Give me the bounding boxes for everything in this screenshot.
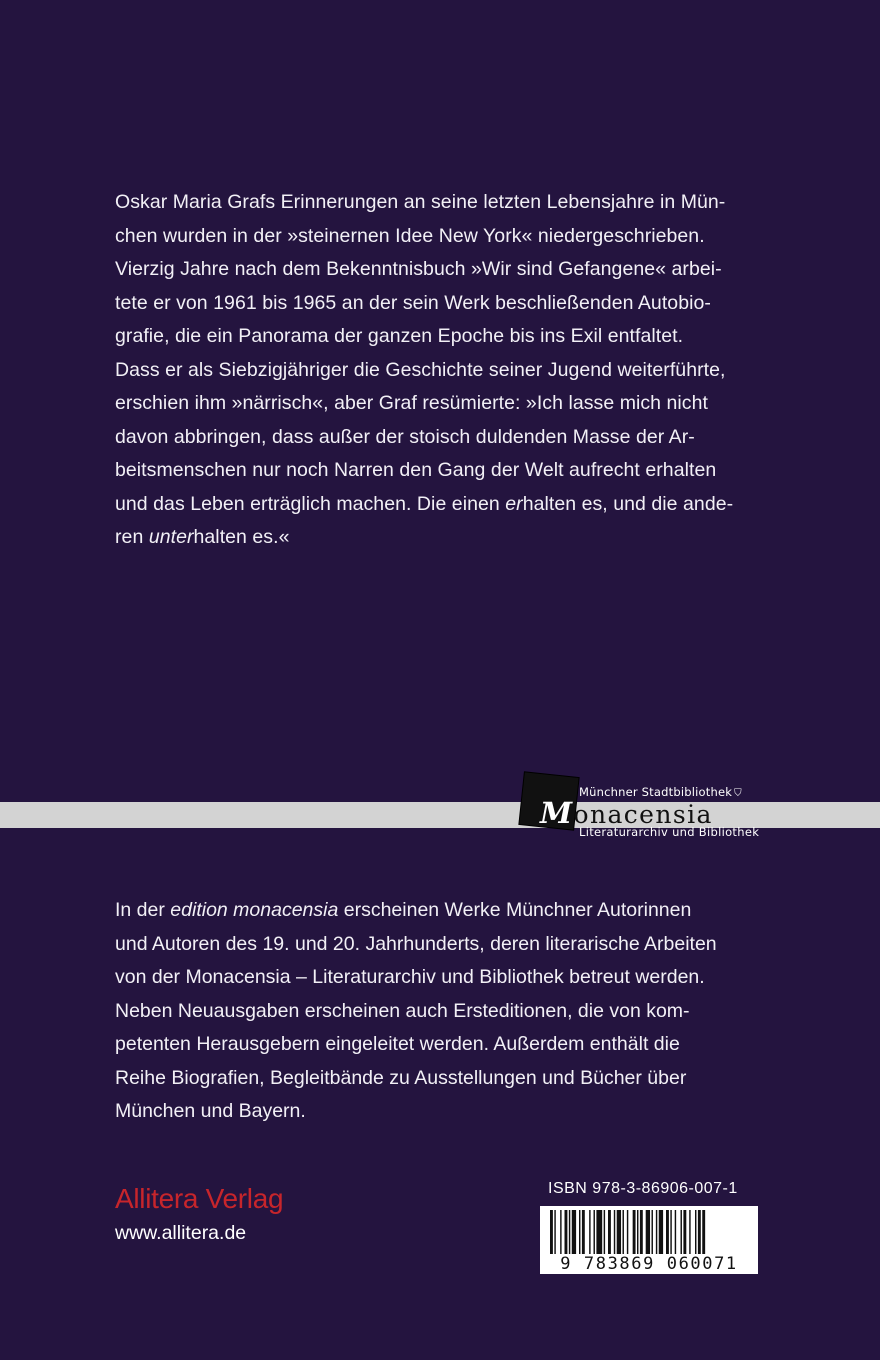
blurb-text: ren <box>115 526 149 548</box>
blurb-text: und das Leben erträglich machen. Die einen <box>115 492 506 515</box>
barcode-bar <box>560 1210 561 1254</box>
barcode-bars <box>540 1206 758 1254</box>
barcode-bar <box>670 1210 671 1254</box>
logo-subtitle: Literaturarchiv und Bibliothek <box>579 825 760 839</box>
series-text: In der <box>115 899 171 921</box>
barcode-bar <box>623 1210 624 1254</box>
barcode-bar <box>646 1210 650 1254</box>
series-line <box>115 894 757 928</box>
crest-icon: ⛉ <box>734 788 742 799</box>
blurb-text: halten es, und die ande- <box>522 492 734 515</box>
barcode-bar <box>604 1210 605 1254</box>
barcode-bar <box>637 1210 638 1254</box>
blurb-emphasis: unter <box>148 526 194 548</box>
publisher-url: www.allitera.de <box>115 1222 247 1244</box>
barcode-bar <box>550 1210 553 1254</box>
series-text: erscheinen Werke Münchner Autorinnen <box>338 899 692 921</box>
barcode-bar <box>659 1210 663 1254</box>
barcode-bar <box>633 1210 636 1254</box>
blurb-line: chen wurden in der »steinernen Idee New York« niedergeschrieben. <box>115 224 705 247</box>
blurb-emphasis: er <box>505 492 523 515</box>
barcode-bar <box>683 1210 686 1254</box>
barcode-bar <box>565 1210 568 1254</box>
logo-top-text: Münchner Stadtbibliothek <box>579 785 733 799</box>
logo-initial: M <box>540 796 574 830</box>
blurb-line: Vierzig Jahre nach dem Bekenntnisbuch »Wir sind Gefangene« arbei- <box>115 258 722 280</box>
series-emphasis: edition monacensia <box>170 899 339 921</box>
series-line: und Autoren des 19. und 20. Jahrhunderts, deren literarische Arbeiten <box>115 932 717 955</box>
back-cover-blurb <box>115 186 757 555</box>
barcode-bar <box>569 1210 570 1254</box>
series-line: Reihe Biografien, Begleitbände zu Ausstellungen und Bücher über <box>115 1066 687 1089</box>
barcode-bar <box>698 1210 701 1254</box>
barcode-bar <box>614 1210 615 1254</box>
barcode-bar <box>640 1210 643 1254</box>
barcode-bar <box>666 1210 669 1254</box>
barcode-bar <box>695 1210 696 1254</box>
barcode-bar <box>652 1210 653 1254</box>
barcode-bar <box>656 1210 657 1254</box>
barcode-bar <box>627 1210 628 1254</box>
barcode-bar <box>702 1210 705 1254</box>
blurb-line <box>115 521 757 555</box>
barcode-bar <box>675 1210 676 1254</box>
barcode-bar <box>596 1210 602 1254</box>
blurb-line: beitsmenschen nur noch Narren den Gang der Welt aufrecht erhalten <box>115 459 717 481</box>
series-line: München und Bayern. <box>115 1100 306 1122</box>
series-line: von der Monacensia – Literaturarchiv und Bibliothek betreut werden. <box>115 966 705 988</box>
barcode-bar <box>617 1210 621 1254</box>
blurb-text: halten es.« <box>193 526 290 548</box>
series-line: Neben Neuausgaben erscheinen auch Ersteditionen, die von kom- <box>115 999 690 1022</box>
blurb-line: Oskar Maria Grafs Erinnerungen an seine letzten Lebensjahre in Mün- <box>115 191 726 213</box>
barcode-bar <box>589 1210 590 1254</box>
blurb-line: grafie, die ein Panorama der ganzen Epoche bis ins Exil entfaltet. <box>115 325 684 347</box>
series-description <box>115 894 757 1129</box>
barcode-bar <box>579 1210 580 1254</box>
blurb-line: davon abbringen, dass außer der stoisch duldenden Masse der Ar- <box>115 425 695 448</box>
blurb-line: erschien ihm »närrisch«, aber Graf resümierte: »Ich lasse mich nicht <box>115 392 708 414</box>
blurb-line <box>115 488 757 522</box>
barcode-bar <box>681 1210 682 1254</box>
isbn-label: ISBN 978-3-86906-007-1 <box>548 1180 738 1197</box>
series-line: petenten Herausgebern eingeleitet werden. Außerdem enthält die <box>115 1033 680 1055</box>
barcode-bar <box>582 1210 585 1254</box>
blurb-line: tete er von 1961 bis 1965 an der sein Werk beschließenden Autobio- <box>115 291 711 314</box>
publisher-name: Allitera Verlag <box>115 1183 284 1214</box>
isbn-barcode <box>540 1206 758 1274</box>
barcode-bar <box>608 1210 611 1254</box>
barcode-bar <box>572 1210 576 1254</box>
barcode-bar <box>594 1210 595 1254</box>
logo-name-rest: onacensia <box>573 800 713 829</box>
barcode-bar <box>689 1210 690 1254</box>
barcode-bar <box>554 1210 555 1254</box>
barcode-digits: 9 783869 060071 <box>560 1254 738 1274</box>
blurb-line: Dass er als Siebzigjähriger die Geschichte seiner Jugend weiterführte, <box>115 358 726 381</box>
